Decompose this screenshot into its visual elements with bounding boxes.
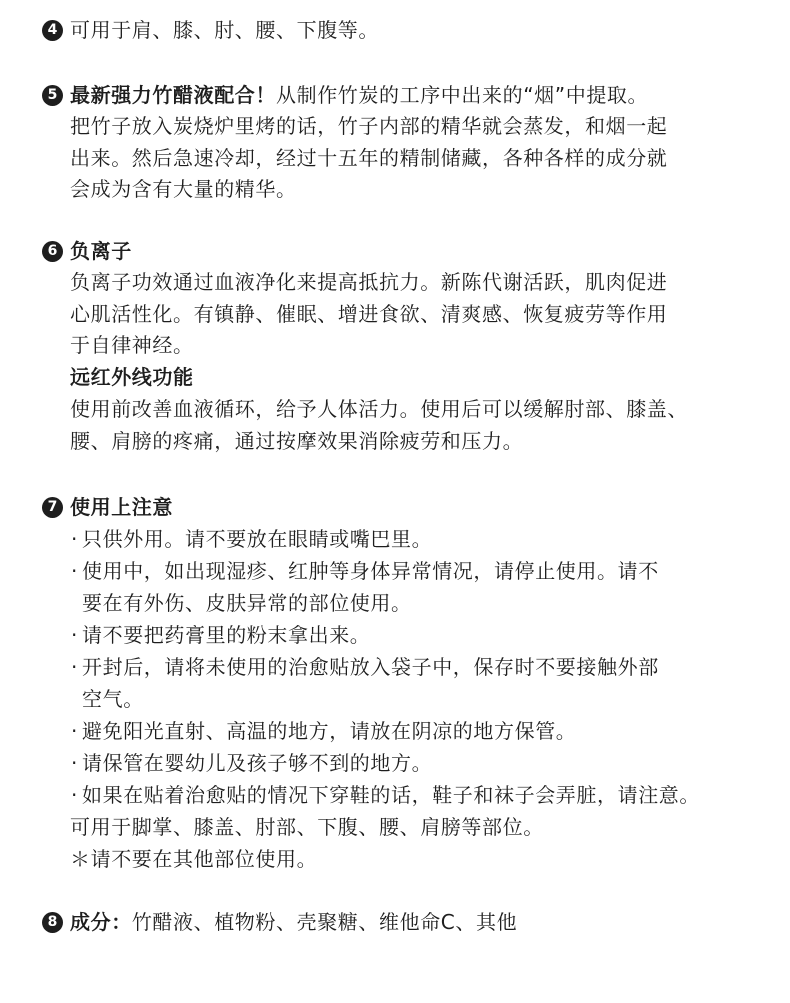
section-4-text: 可用于肩、膝、肘、腰、下腹等。 [70,18,379,42]
section-5-title: 最新强力竹醋液配合！ [70,83,276,107]
caution-item-2-line-2: 要在有外伤、皮肤异常的部位使用。 [82,591,412,615]
section-4-number-badge: 4 [42,20,63,41]
bullet-dot: · [71,559,78,583]
bullet-dot: · [71,527,78,551]
caution-item-1: 只供外用。请不要放在眼睛或嘴巴里。 [82,527,433,551]
section-8-title: 成分： [70,910,132,934]
section-6-number-badge: 6 [42,241,63,262]
section-8-number-badge: 8 [42,912,63,933]
section-6-line-1: 负离子功效通过血液净化来提高抵抗力。新陈代谢活跃，肌肉促进 [70,270,668,294]
section-6-title: 负离子 [70,239,132,263]
bullet-dot: · [71,783,78,807]
caution-item-2-line-1: 使用中，如出现湿疹、红肿等身体异常情况，请停止使用。请不 [82,559,659,583]
section-5-line-4: 会成为含有大量的精华。 [70,177,297,201]
section-6-line-4: 使用前改善血液循环，给予人体活力。使用后可以缓解肘部、膝盖、 [70,397,688,421]
section-8-ingredients [70,908,517,936]
section-5-number-badge: 5 [42,85,63,106]
caution-item-4-line-2: 空气。 [82,687,144,711]
bullet-dot: · [71,751,78,775]
caution-item-6: 请保管在婴幼儿及孩子够不到的地方。 [82,751,433,775]
section-6-line-5: 腰、肩膀的疼痛，通过按摩效果消除疲劳和压力。 [70,429,524,453]
caution-item-4-line-1: 开封后，请将未使用的治愈贴放入袋子中，保存时不要接触外部 [82,655,659,679]
section-6-line-2: 心肌活性化。有镇静、催眠、增进食欲、清爽感、恢复疲劳等作用 [70,302,668,326]
section-5-line-2: 把竹子放入炭烧炉里烤的话，竹子内部的精华就会蒸发，和烟一起 [70,114,668,138]
bullet-dot: · [71,719,78,743]
usage-warning-text: ＊请不要在其他部位使用。 [70,847,318,871]
section-5-line-1 [70,81,648,109]
usage-areas-text: 可用于脚掌、膝盖、肘部、下腹、腰、肩膀等部位。 [70,815,544,839]
section-6-line-3: 于自律神经。 [70,333,194,357]
section-7-title: 使用上注意 [70,495,173,519]
caution-item-5: 避免阳光直射、高温的地方，请放在阴凉的地方保管。 [82,719,577,743]
caution-item-7: 如果在贴着治愈贴的情况下穿鞋的话，鞋子和袜子会弄脏，请注意。 [82,783,700,807]
caution-item-3: 请不要把药膏里的粉末拿出来。 [82,623,371,647]
bullet-dot: · [71,623,78,647]
section-7-number-badge: 7 [42,497,63,518]
section-8-ingredients-text: 竹醋液、植物粉、壳聚糖、维他命C、其他 [131,910,518,934]
section-6-subtitle: 远红外线功能 [70,365,194,389]
section-5-line-3: 出来。然后急速冷却，经过十五年的精制储藏，各种各样的成分就 [70,146,668,170]
section-5-line-1-text: 从制作竹炭的工序中出来的“烟”中提取。 [276,83,649,107]
bullet-dot: · [71,655,78,679]
